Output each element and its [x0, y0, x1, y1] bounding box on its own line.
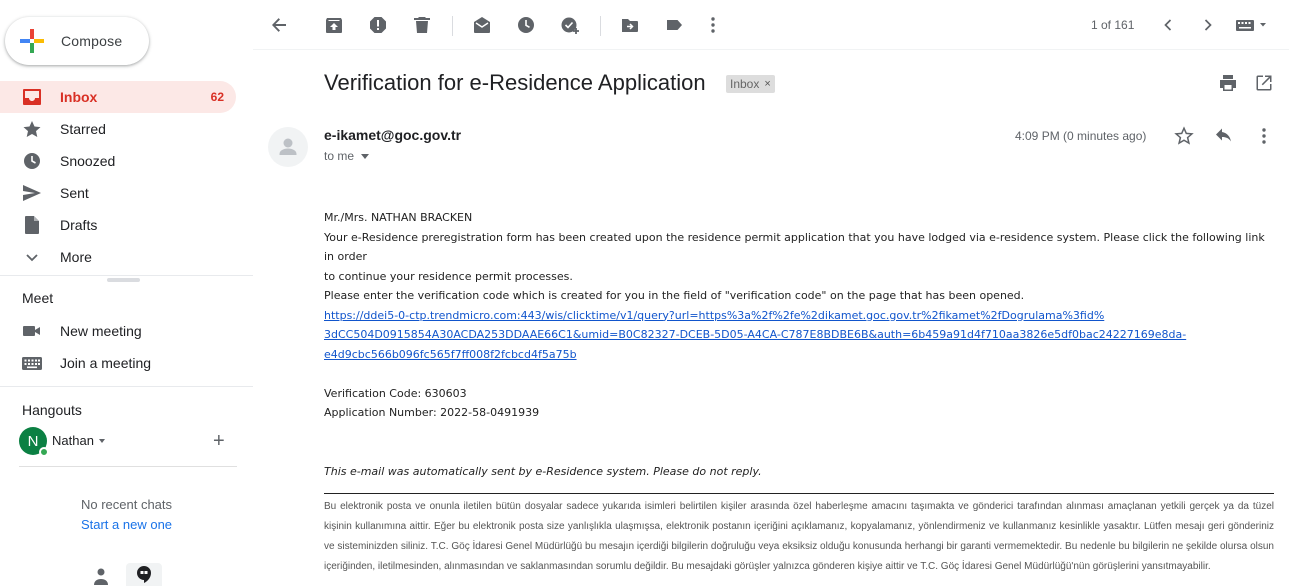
archive-icon[interactable]	[324, 15, 344, 35]
message-timestamp: 4:09 PM (0 minutes ago)	[1015, 129, 1147, 143]
more-vert-icon[interactable]	[703, 15, 723, 35]
new-meeting-label: New meeting	[60, 323, 142, 339]
sidebar-item-more[interactable]	[0, 241, 253, 273]
report-spam-icon[interactable]	[368, 15, 388, 35]
join-meeting-item[interactable]	[0, 347, 253, 379]
open-in-new-window-icon[interactable]	[1254, 73, 1274, 93]
inbox-count: 62	[210, 90, 224, 104]
compose-button[interactable]	[5, 17, 149, 65]
body-line: to continue your residence permit processes.	[324, 269, 573, 283]
inbox-icon	[22, 88, 42, 106]
hangouts-heading: Hangouts	[22, 402, 82, 418]
verification-link[interactable]: https://ddei5-0-ctp.trendmicro.com:443/wis/clicktime/v1/query?url=https%3a%2f%2fe%2dikamet.goc.gov.tr%2fikamet%2fDogrulama%3fid%	[324, 308, 1105, 322]
remove-label-icon[interactable]: ×	[764, 78, 771, 90]
sidebar-item-label: More	[60, 249, 92, 265]
video-camera-icon	[22, 323, 42, 344]
reply-icon[interactable]	[1214, 126, 1234, 146]
hangouts-user[interactable]	[19, 427, 239, 457]
add-chat-icon[interactable]: +	[213, 430, 225, 452]
verification-code: Verification Code: 630603	[324, 386, 467, 400]
caret-down-icon[interactable]	[99, 439, 105, 443]
label-chip-text: Inbox	[730, 77, 760, 91]
label-icon[interactable]	[664, 15, 684, 35]
toolbar-separator	[600, 16, 601, 36]
start-new-chat-link[interactable]: Start a new one	[80, 517, 173, 532]
star-icon[interactable]	[1174, 126, 1194, 146]
message-view	[253, 0, 1289, 586]
avatar: N	[19, 427, 47, 455]
prev-icon[interactable]	[1158, 15, 1178, 35]
legal-disclaimer: Bu elektronik posta ve onunla iletilen bütün dosyalar sadece yukarıda isimleri belirtilen kişiler arasında özel haberleşme amacını taşımakta ve gönderici tarafından alınması amaçlanan yetkili gerçek ya da tüzel kişinin kullanımına aittir. Eğer bu elektronik posta size yanlışlıkla ulaşmışsa, elektronik postanın içeriğini açıklamanız, kopyalamanız, yönlendirmeniz ve kullanmanız kesinlikle yasaktır. Lütfen mesajı geri gönderiniz ve sisteminizden siliniz. T.C. Göç İdaresi Genel Müdürlüğü bu mesajın içerdiği bilgilerin doğruluğu veya eksiksiz olduğu konusunda herhangi bir garanti vermemektedir. Bu nedenle bu bilgilerin ne şekilde olursa olsun içeriğinden, iletilmesinden, alınmasından ve saklanmasından sorumlu değildir. Bu mesajdaki görüşler yalnızca gönderen kişiye aittir ve T.C. Göç İdaresi Genel Müdürlüğü'nün görüşlerini yansıtmayabilir.	[324, 501, 1274, 572]
sender-avatar[interactable]	[268, 127, 308, 167]
disclaimer-divider	[324, 493, 1274, 494]
mark-unread-icon[interactable]	[472, 15, 492, 35]
sidebar-nav	[0, 81, 253, 273]
body-line: Please enter the verification code which is created for you in the field of "verification code" on the page that has been opened.	[324, 289, 1025, 302]
recipient-label: to me	[324, 149, 355, 163]
application-number: Application Number: 2022-58-0491939	[324, 406, 540, 419]
sidebar-item-label: Sent	[60, 185, 89, 201]
meet-heading: Meet	[22, 290, 54, 306]
chat-tabs	[89, 563, 163, 586]
add-task-icon[interactable]	[560, 15, 580, 35]
divider	[0, 275, 253, 276]
auto-sent-note: This e-mail was automatically sent by e-Residence system. Please do not reply.	[324, 464, 762, 478]
next-icon[interactable]	[1198, 15, 1218, 35]
message-toolbar	[253, 0, 1289, 50]
draft-icon	[22, 216, 42, 234]
input-tools-icon[interactable]	[1235, 15, 1269, 35]
inbox-label-chip	[726, 75, 775, 93]
delete-icon[interactable]	[412, 15, 432, 35]
sidebar-item-starred[interactable]	[0, 113, 253, 145]
scroll-grip[interactable]	[107, 278, 140, 282]
caret-down-icon	[361, 154, 369, 159]
pagination-text: 1 of 161	[1091, 18, 1135, 32]
new-meeting-item[interactable]	[0, 315, 253, 347]
hangouts-tab[interactable]	[126, 563, 162, 586]
sidebar-item-sent[interactable]	[0, 177, 253, 209]
sidebar-item-label: Inbox	[60, 89, 98, 105]
sidebar-item-label: Drafts	[60, 217, 98, 233]
chevron-down-icon	[22, 248, 42, 266]
join-meeting-label: Join a meeting	[60, 355, 152, 371]
online-status-icon	[39, 447, 49, 457]
compose-plus-icon	[20, 29, 44, 53]
keyboard-icon	[22, 355, 42, 376]
clock-icon	[22, 152, 42, 170]
snooze-icon[interactable]	[516, 15, 536, 35]
divider	[0, 386, 253, 387]
sidebar-item-inbox[interactable]	[0, 81, 236, 113]
toolbar-separator	[452, 16, 453, 36]
more-vert-icon[interactable]	[1254, 126, 1274, 146]
sidebar-item-snoozed[interactable]	[0, 145, 253, 177]
greeting: Mr./Mrs. NATHAN BRACKEN	[324, 211, 473, 224]
sidebar	[0, 0, 253, 586]
sidebar-item-drafts[interactable]	[0, 209, 253, 241]
verification-link[interactable]: 3dCC504D0915854A30ACDA253DDAAE66C1&umid=B0C82327-DCEB-5D05-A4CA-C787E8BDBE6B&auth=6b459a91d4f710aa3826e5df0bac24227169e8da-	[324, 328, 1187, 341]
print-icon[interactable]	[1218, 73, 1238, 93]
sidebar-item-label: Starred	[60, 121, 106, 137]
no-recent-chats: No recent chats	[80, 497, 173, 512]
recipient-summary[interactable]	[324, 149, 369, 163]
hangouts-user-name: Nathan	[52, 433, 94, 448]
email-subject: Verification for e-Residence Application	[324, 70, 706, 95]
sender-address[interactable]: e-ikamet@goc.gov.tr	[324, 127, 462, 143]
email-body	[324, 208, 1274, 481]
body-line: Your e-Residence preregistration form has been created upon the residence permit application that you have lodged via e-residence system. Please click the following link in order	[324, 230, 1265, 263]
star-icon	[22, 120, 42, 138]
back-arrow-icon[interactable]	[269, 15, 289, 35]
verification-link[interactable]: e4d9cbc566b096fc565f7ff008f2fcbcd4f5a75b	[324, 347, 577, 361]
move-to-icon[interactable]	[620, 15, 640, 35]
send-icon	[22, 184, 42, 202]
compose-label: Compose	[61, 33, 123, 49]
divider	[19, 466, 237, 467]
person-icon[interactable]	[94, 567, 108, 586]
sidebar-item-label: Snoozed	[60, 153, 116, 169]
